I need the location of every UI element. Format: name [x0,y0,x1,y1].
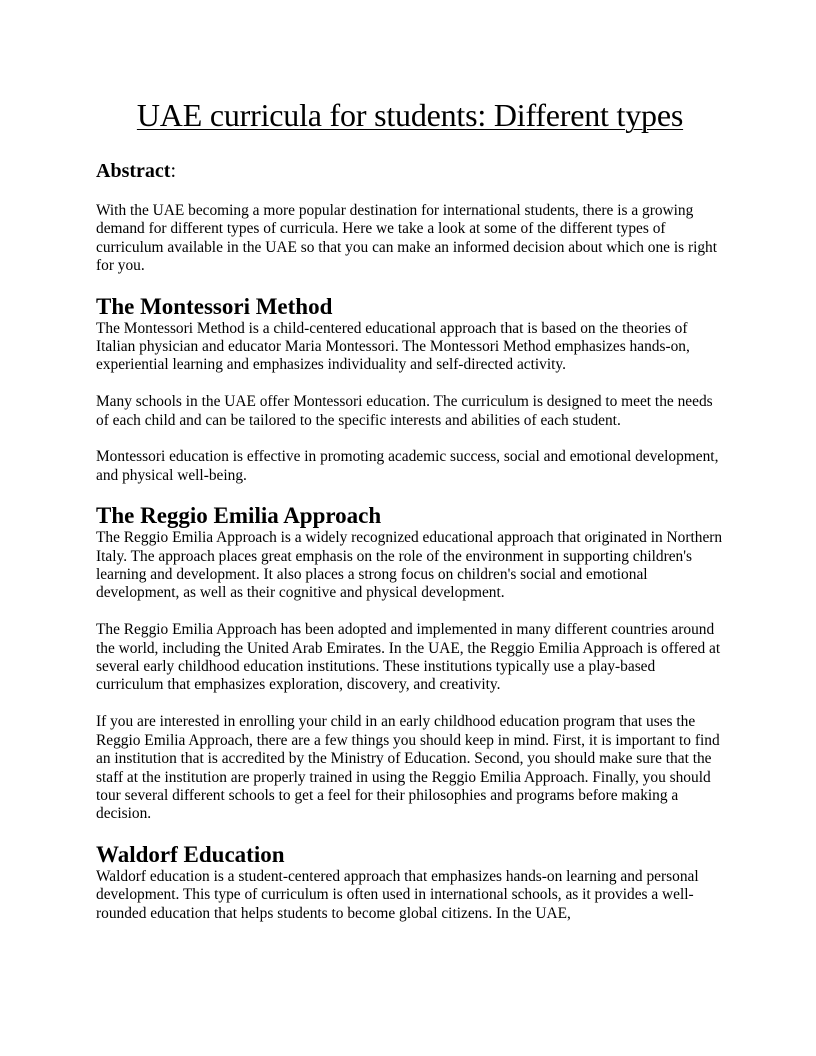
abstract-text: With the UAE becoming a more popular destination for international students, there is a growing demand for different types of curricula. Here we take a look at some of the different types of curriculum available in the UAE so that you can make an informed decision about which one is right for you. [96,202,718,275]
reggio-paragraph-1: The Reggio Emilia Approach is a widely recognized educational approach that originated in Northern Italy. The approach places great emphasis on the role of the environment in supporting children's learning and development. It also places a strong focus on children's social and emotional development, as well as their cognitive and physical development. [96,529,723,602]
section-heading-waldorf: Waldorf Education [96,841,285,867]
montessori-paragraph-2: Many schools in the UAE offer Montessori education. The curriculum is designed to meet the needs of each child and can be tailored to the specific interests and abilities of each student. [96,393,713,429]
section-heading-montessori: The Montessori Method [96,293,333,319]
abstract-heading [96,159,724,183]
reggio-paragraph-2: The Reggio Emilia Approach has been adopted and implemented in many different countries around the world, including the United Arab Emirates. In the UAE, the Reggio Emilia Approach is offered at several early childhood education institutions. These institutions typically use a play-based curriculum that emphasizes exploration, discovery, and creativity. [96,621,721,694]
abstract-label: Abstract [96,160,171,182]
montessori-paragraph-3: Montessori education is effective in promoting academic success, social and emotional development, and physical well-being. [96,448,719,484]
document-page [96,95,724,923]
document-title: UAE curricula for students: Different types [136,97,684,133]
abstract-colon: : [170,160,176,182]
section-heading-reggio-emilia: The Reggio Emilia Approach [96,503,382,529]
waldorf-paragraph-1: Waldorf education is a student-centered approach that emphasizes hands-on learning and personal development. This type of curriculum is often used in international schools, as it provides a well-rounded education that helps students to become global citizens. In the UAE, [96,867,699,922]
montessori-paragraph-1: The Montessori Method is a child-centered educational approach that is based on the theories of Italian physician and educator Maria Montessori. The Montessori Method emphasizes hands-on, experiential learning and emphasizes individuality and self-directed activity. [96,319,690,374]
reggio-paragraph-3: If you are interested in enrolling your child in an early childhood education program that uses the Reggio Emilia Approach, there are a few things you should keep in mind. First, it is important to find an institution that is accredited by the Ministry of Education. Second, you should make sure that the staff at the institution are properly trained in using the Reggio Emilia Approach. Finally, you should tour several different schools to get a feel for their philosophies and programs before making a decision. [96,713,720,823]
